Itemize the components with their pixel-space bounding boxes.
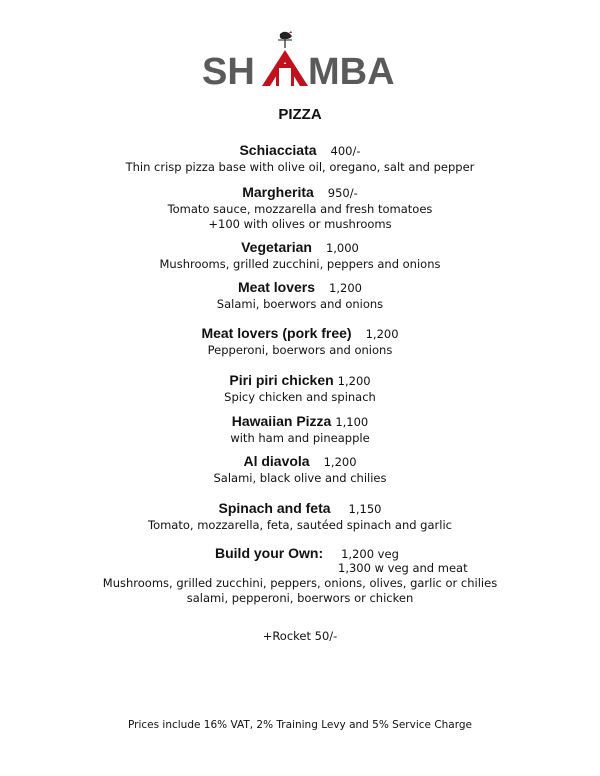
item-description: with ham and pineapple [230,431,370,445]
logo-text-left: SH [202,51,255,90]
item-name: Piri piri chicken [229,372,334,388]
item-description: Tomato, mozzarella, feta, sautéed spinach and garlic [148,518,452,532]
item-price: 400/- [330,144,361,158]
item-price: 1,200 [337,374,371,388]
logo-graphic [200,30,400,90]
item-price: 1,150 [348,502,382,516]
item-description: Salami, black olive and chilies [213,471,387,485]
item-price: 1,000 [325,241,359,255]
item-price: 1,200 [329,281,362,295]
item-description: Mushrooms, grilled zucchini, peppers and onions [159,257,441,271]
menu-item [0,142,600,175]
logo-text-right: MBA [308,51,395,90]
item-price: 1,200 [323,455,357,469]
item-name: Hawaiian Pizza [231,413,332,429]
item-name: Build your Own: [215,545,324,561]
item-name: Spinach and feta [218,500,331,516]
rooster-weathervane-icon [278,31,292,48]
extra-topping: +Rocket 50/- [262,629,338,643]
item-price: 1,200 veg [341,547,399,561]
footer-note: Prices include 16% VAT, 2% Training Levy and 5% Service Charge [127,719,472,731]
menu-item [0,239,600,272]
item-description: Thin crisp pizza base with olive oil, oregano, salt and pepper [125,160,475,174]
item-description: Pepperoni, boerwors and onions [207,343,393,357]
item-price: 950/- [327,186,358,200]
item-price-secondary: 1,300 w veg and meat [338,561,468,575]
menu-item [0,184,600,232]
item-name: Margherita [242,184,314,200]
item-price: 1,100 [335,415,369,429]
shamba-logo [0,30,600,100]
barn-roof-icon [262,50,308,86]
item-name: Meat lovers [238,279,316,295]
menu-item [0,325,600,358]
item-name: Meat lovers (pork free) [201,325,352,341]
menu-item [0,453,600,486]
menu-item [0,279,600,312]
menu-item [0,372,600,405]
item-name: Schiacciata [239,142,317,158]
item-description: +100 with olives or mushrooms [208,217,392,231]
item-description: Salami, boerwors and onions [216,297,384,311]
menu-item [0,413,600,446]
item-description: Tomato sauce, mozzarella and fresh tomatoes [167,202,433,216]
item-price: 1,200 [365,327,399,341]
item-description: Spicy chicken and spinach [224,390,376,404]
item-name: Vegetarian [241,239,312,255]
item-description: salami, pepperoni, boerwors or chicken [186,591,414,605]
section-title: PIZZA [278,106,322,123]
item-description: Mushrooms, grilled zucchini, peppers, onions, olives, garlic or chilies [102,576,498,590]
item-name: Al diavola [243,453,310,469]
menu-item [0,500,600,533]
